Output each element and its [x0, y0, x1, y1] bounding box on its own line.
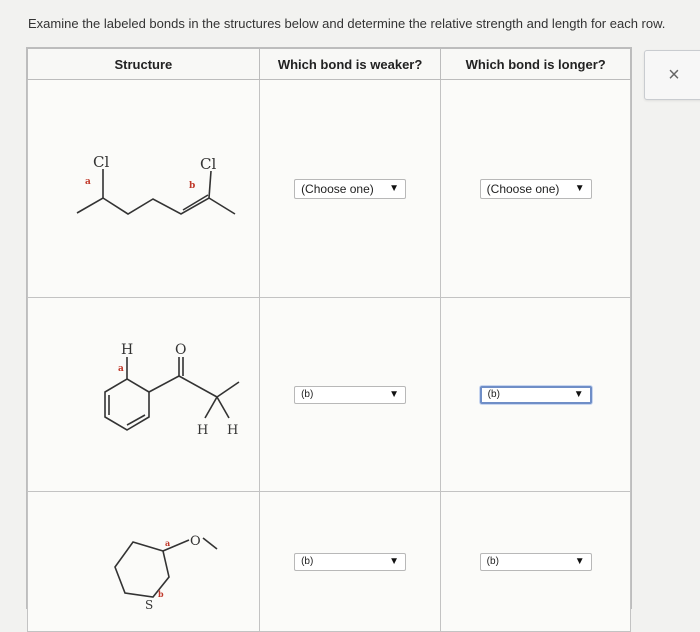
- bond-label-a: a: [165, 538, 171, 548]
- chevron-down-icon: ▼: [574, 556, 585, 567]
- weaker-cell: [259, 298, 441, 492]
- selected-value: (b): [301, 556, 314, 567]
- close-button[interactable]: [644, 50, 700, 100]
- selected-value: (Choose one): [486, 181, 560, 196]
- atom-cl-1: Cl: [93, 153, 110, 171]
- weaker-select-row2[interactable]: [294, 386, 406, 404]
- header-structure: Structure: [28, 49, 260, 80]
- atom-h-1: H: [197, 423, 209, 438]
- weaker-select-row1[interactable]: [294, 179, 406, 199]
- chevron-down-icon: ▼: [574, 183, 585, 194]
- longer-cell: [441, 80, 631, 298]
- chevron-down-icon: ▼: [389, 556, 400, 567]
- question-prompt: Examine the labeled bonds in the structures below and determine the relative strength and length for each row.: [28, 16, 666, 31]
- selected-value: (Choose one): [301, 181, 374, 196]
- atom-o: O: [175, 342, 187, 358]
- structure-diagram-1: [29, 81, 257, 291]
- longer-select-row3[interactable]: [480, 553, 592, 571]
- longer-select-row2[interactable]: [480, 386, 592, 404]
- answer-table: [26, 47, 632, 612]
- atom-h-top: H: [121, 342, 134, 358]
- selected-value: (b): [301, 389, 314, 400]
- atom-cl-2: Cl: [200, 155, 217, 173]
- bond-label-b: b: [189, 181, 196, 191]
- chevron-down-icon: ▼: [573, 389, 584, 400]
- table-row: [28, 298, 631, 492]
- chevron-down-icon: ▼: [389, 183, 400, 194]
- bond-label-b: b: [158, 589, 164, 599]
- longer-select-row1[interactable]: [480, 179, 592, 199]
- weaker-cell: [259, 492, 441, 632]
- close-icon: ×: [668, 63, 680, 86]
- structure-cell: [28, 80, 260, 298]
- longer-cell: [441, 492, 631, 632]
- header-longer: Which bond is longer?: [441, 49, 631, 80]
- structure-cell: [28, 298, 260, 492]
- bond-label-a: a: [85, 177, 91, 187]
- table-row: [28, 80, 631, 298]
- bond-label-a: a: [118, 364, 124, 374]
- header-weaker: Which bond is weaker?: [259, 49, 441, 80]
- weaker-select-row3[interactable]: [294, 553, 406, 571]
- selected-value: (b): [487, 389, 500, 400]
- atom-h-2: H: [227, 423, 239, 438]
- longer-cell: [441, 298, 631, 492]
- atom-o: O: [190, 534, 201, 549]
- table-row: [28, 492, 631, 632]
- structure-diagram-3: [29, 493, 257, 625]
- structure-cell: [28, 492, 260, 632]
- selected-value: (b): [486, 556, 499, 567]
- weaker-cell: [259, 80, 441, 298]
- chevron-down-icon: ▼: [389, 389, 400, 400]
- atom-s: S: [145, 598, 154, 612]
- structure-diagram-2: [29, 299, 257, 485]
